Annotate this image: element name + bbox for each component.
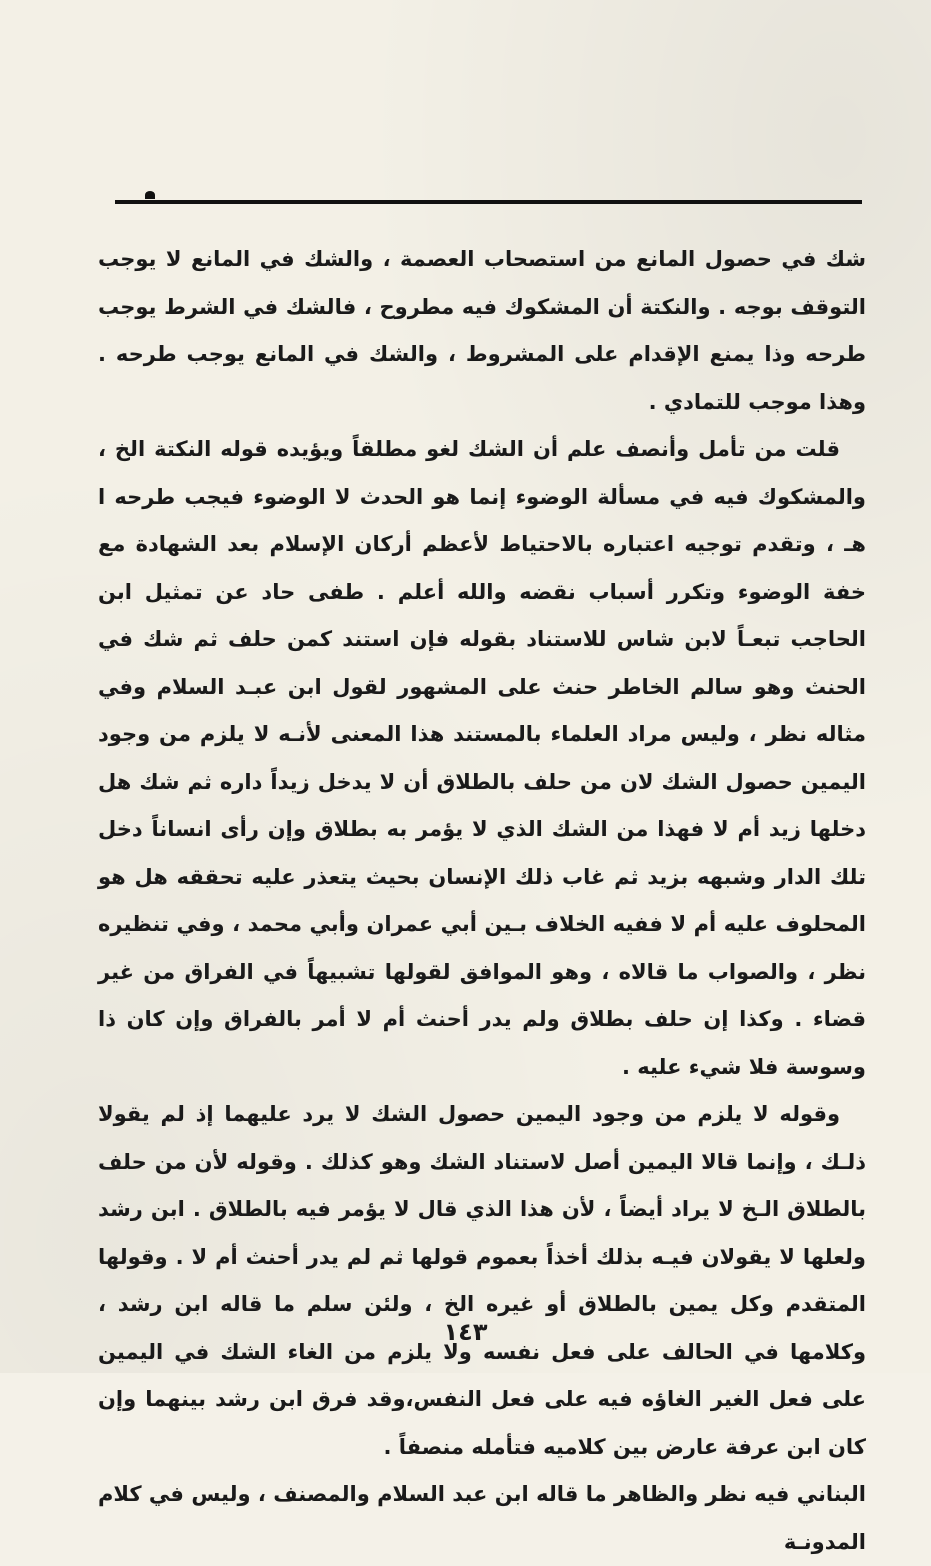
- header-rule-ornament: [145, 191, 155, 199]
- header-rule: [115, 200, 862, 204]
- paragraph-4: البناني فيه نظر والظاهر ما قاله ابن عبد السلام والمصنف ، وليس في كلام المدونـة: [98, 1482, 866, 1554]
- paragraph-3: وقوله لا يلزم من وجود اليمين حصول الشك لا يرد عليهما إذ لم يقولا ذلـك ، وإنما قالا اليمين أصل لاستناد الشك وهو كذلك . وقوله لأن من حلف بالطلاق الـخ لا يراد أيضاً ، لأن هذا الذي قال لا يؤمر فيه بالطلاق . ابن رشد ولعلها لا يقولان فيـه بذلك أخذاً بعموم قولها ثم لم يدر أحنث أم لا . وقولها المتقدم وكل يمين بالطلاق أو غيره الخ ، ولئن سلم ما قاله ابن رشد ، وكلامها في الحالف على فعل نفسه ولا يلزم من الغاء الشك في اليمين على فعل الغير الغاؤه فيه على فعل النفس،وقد فرق ابن رشد بينهما وإن كان ابن عرفة عارض بين كلاميه فتأمله منصفاً .: [98, 1102, 866, 1459]
- paragraph-2: قلت من تأمل وأنصف علم أن الشك لغو مطلقاً ويؤيده قوله النكتة الخ ، والمشكوك فيه في مسألة الوضوء إنما هو الحدث لا الوضوء فيجب طرحه ا هـ ، وتقدم توجيه اعتباره بالاحتياط لأعظم أركان الإسلام بعد الشهادة مع خفة الوضوء وتكرر أسباب نقضه والله أعلم . طفى حاد عن تمثيل ابن الحاجب تبعـاً لابن شاس للاستناد بقوله فإن استند كمن حلف ثم شك في الحنث وهو سالم الخاطر حنث على المشهور لقول ابن عبـد السلام وفي مثاله نظر ، وليس مراد العلماء بالمستند هذا المعنى لأنـه لا يلزم من وجود اليمين حصول الشك لان من حلف بالطلاق أن لا يدخل زيداً داره ثم شك هل دخلها زيد أم لا فهذا من الشك الذي لا يؤمر به بطلاق وإن رأى انساناً دخل تلك الدار وشبهه بزيد ثم غاب ذلك الإنسان بحيث يتعذر عليه تحققه هل هو المحلوف عليه أم لا ففيه الخلاف بـين أبي عمران وأبي محمد ، وفي تنظيره نظر ، والصواب ما قالاه ، وهو الموافق لقولها تشبيهاً في الفراق من غير قضاء . وكذا إن حلف بطلاق ولم يدر أحنث أم لا أمر بالفراق وإن كان ذا وسوسة فلا شيء عليه .: [98, 437, 866, 1079]
- body-text: [98, 236, 866, 1566]
- page-number: ١٤٣: [443, 1318, 488, 1346]
- paragraph-1: شك في حصول المانع من استصحاب العصمة ، والشك في المانع لا يوجب التوقف بوجه . والنكتة أن المشكوك فيه مطروح ، فالشك في الشرط يوجب طرحه وذا يمنع الإقدام على المشروط ، والشك في المانع يوجب طرحه . وهذا موجب للتمادي .: [98, 247, 866, 414]
